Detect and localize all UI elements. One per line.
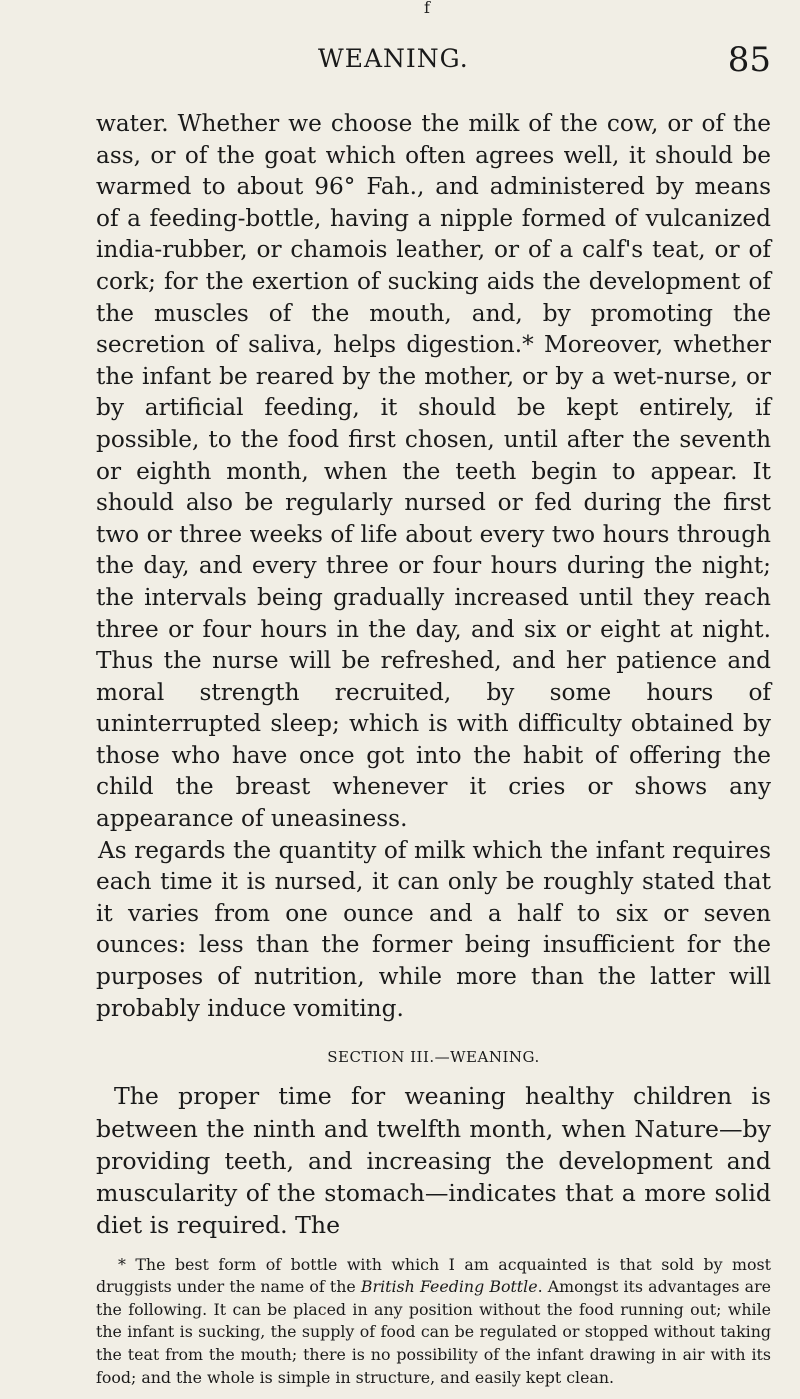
paragraph-weaning: The proper time for weaning healthy children is between the ninth and twelfth month, when Nature—by providing teeth, and increasing the development and muscularity of the stomach—indicates that a more solid diet is required. The xyxy=(96,1082,771,1240)
body-text xyxy=(96,108,771,1389)
footnote-rest: . Amongst its advantages are the following. It can be placed in any position without the food running out; while the infant is sucking, the supply of food can be regulated or stopped without taking the teat from the mouth; there is no possibility of the infant drawing in air with its food; and the whole is simple in structure, and easily kept clean. xyxy=(96,1277,771,1387)
paragraph-feeding: water. Whether we choose the milk of the cow, or of the ass, or of the goat which often agrees well, it should be warmed to about 96° Fah., and administered by means of a feeding-bottle, having a nipple formed of vulcanized india-rubber, or chamois leather, or of a calf's teat, or of cork; for the exertion of sucking aids the development of the muscles of the mouth, and, by promoting the secretion of saliva, helps digestion.* Moreover, whether the infant be reared by the mother, or by a wet-nurse, or by artificial feeding, it should be kept entirely, if possible, to the food first chosen, until after the seventh or eighth month, when the teeth begin to appear. It should also be regularly nursed or fed during the first two or three weeks of life about every two hours through the day, and every three or four hours during the night; the intervals being gradually increased until they reach three or four hours in the day, and six or eight at night. Thus the nurse will be refreshed, and her patience and moral strength recruited, by some hours of uninterrupted sleep; which is with difficulty obtained by those who have once got into the habit of offering the child the breast whenever it cries or shows any appearance of uneasiness. xyxy=(96,110,771,833)
paragraph-quantity: As regards the quantity of milk which the infant requires each time it is nursed, it can only be roughly stated that it varies from one ounce and a half to six or seven ounces: less than the former being insufficient for the purposes of nutrition, while more than the latter will probably induce vomiting. xyxy=(96,836,771,1022)
page-number: 85 xyxy=(727,40,771,80)
running-head xyxy=(96,40,771,80)
top-mark: f xyxy=(424,0,430,17)
footnote xyxy=(96,1254,771,1390)
footnote-title: British Feeding Bottle xyxy=(360,1277,538,1297)
footnote-lead: * The best form of bottle with which I am acquainted is that sold by most druggists under the name of the xyxy=(96,1254,771,1297)
section-heading: SECTION III.—WEANING. xyxy=(327,1048,540,1067)
running-title: WEANING. xyxy=(318,44,469,73)
